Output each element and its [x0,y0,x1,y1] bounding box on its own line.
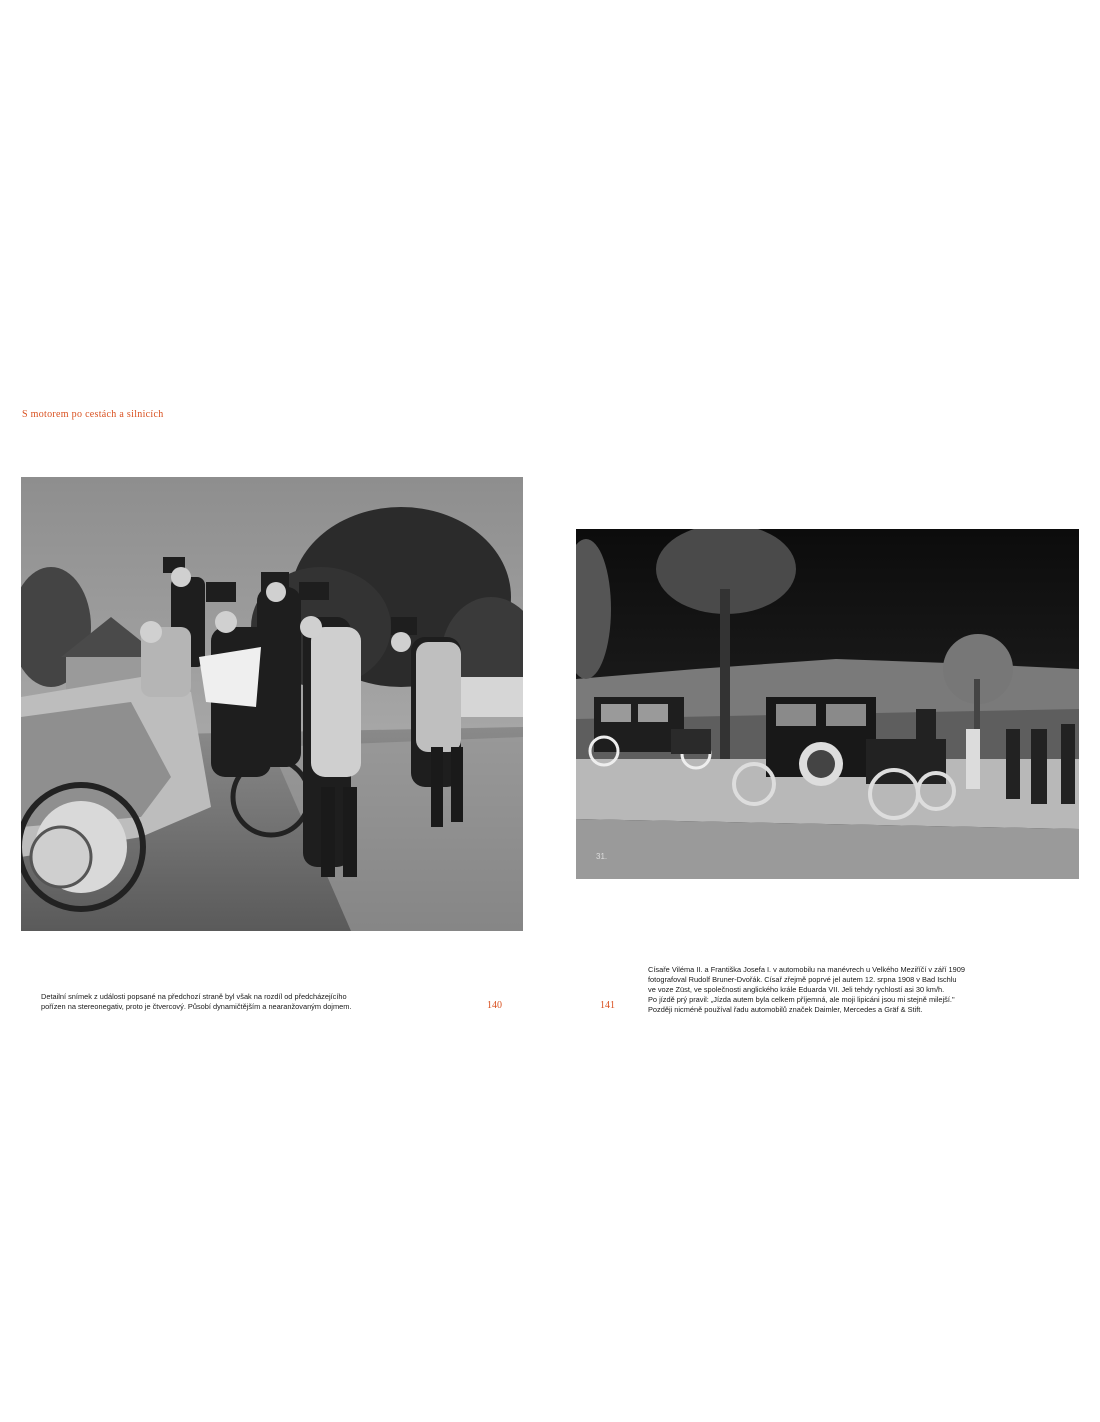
caption-right [648,965,1008,1015]
page-number-left: 140 [487,1000,502,1011]
caption-line: pořízen na stereonegativ, proto je čtvercový. Působí dynamičtějším a nearanžovaným dojmem. [41,1002,352,1011]
page-number-right: 141 [600,1000,615,1011]
caption-line: Později nicméně používal řadu automobilů značek Daimler, Mercedes a Gräf & Stift. [648,1005,923,1014]
caption-line: Detailní snímek z události popsané na předchozí straně byl však na rozdíl od předcházejícího [41,992,347,1001]
caption-line: Císaře Viléma II. a Františka Josefa I. v automobilu na manévrech u Velkého Meziříčí v září 1909 [648,965,965,974]
photo-automobiles-on-road [576,529,1079,879]
photo-officers-with-map [21,477,523,931]
caption-line: Po jízdě prý pravil: „Jízda autem byla celkem příjemná, ale moji lipicáni jsou mi stejně milejší." [648,995,955,1004]
caption-left [41,992,391,1012]
caption-line: ve voze Züst, ve společnosti anglického krále Eduarda VII. Jeli tehdy rychlostí asi 30 km/h. [648,985,945,994]
running-head: S motorem po cestách a silnicích [22,409,164,420]
caption-line: fotografoval Rudolf Bruner-Dvořák. Císař zřejmě poprvé jel autem 12. srpna 1908 v Bad Ischlu [648,975,957,984]
svg-text:31.: 31. [596,852,608,861]
